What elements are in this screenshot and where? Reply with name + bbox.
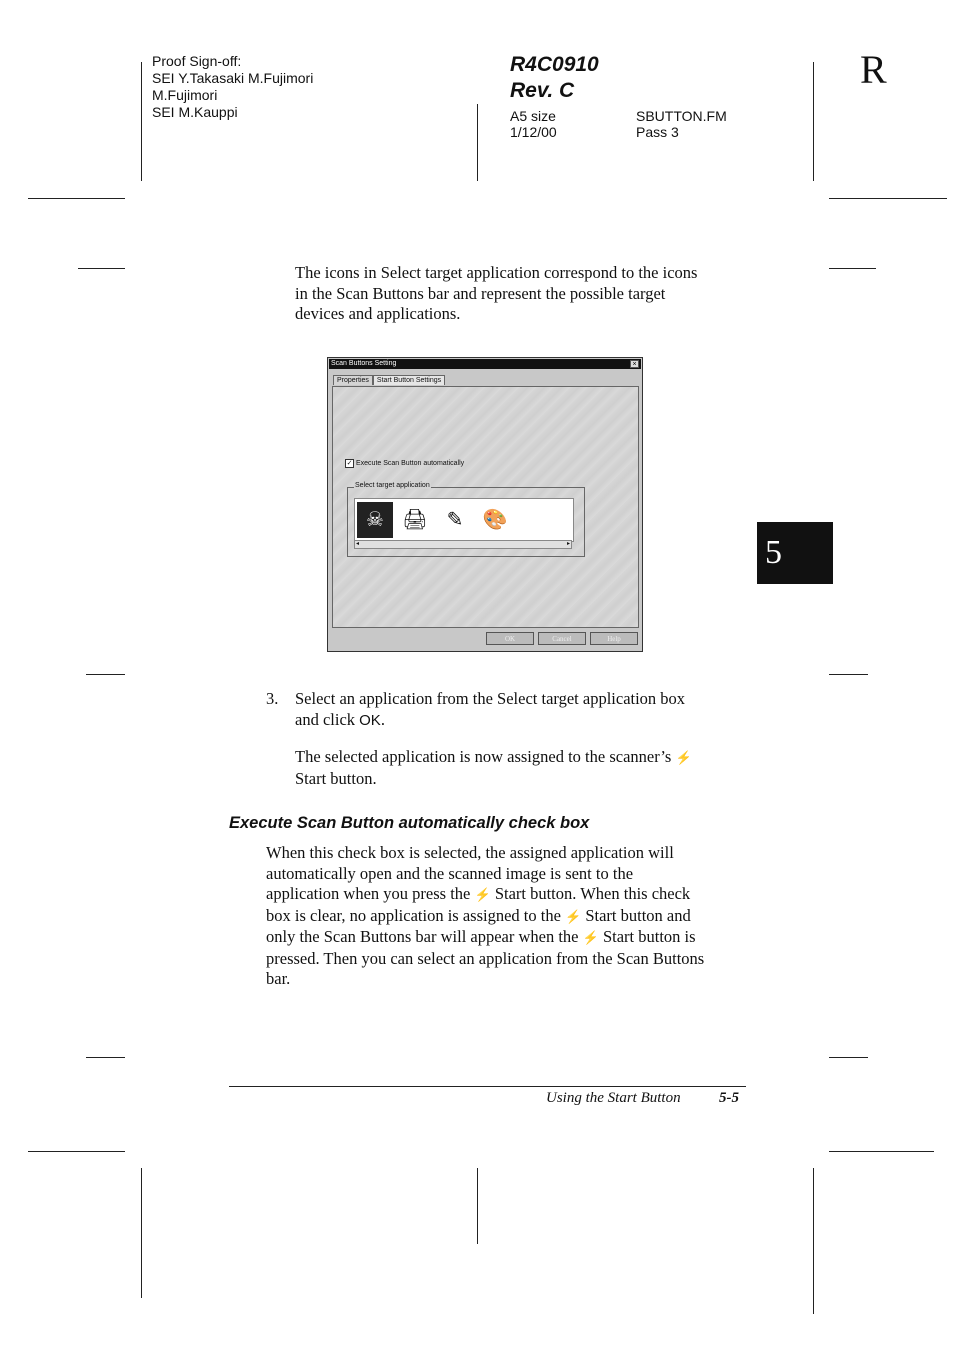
scan-buttons-dialog-screenshot bbox=[327, 357, 643, 652]
corner-mark: R bbox=[860, 47, 887, 92]
doc-code: R4C0910 bbox=[510, 53, 599, 76]
proof-line: SEI M.Kauppi bbox=[152, 104, 238, 120]
crop-mark bbox=[829, 1151, 934, 1152]
intro-paragraph bbox=[295, 263, 755, 325]
assigned-text: The selected application is now assigned to the scanner’s bbox=[295, 747, 676, 766]
execute-checkbox-label: Execute Scan Button automatically bbox=[356, 460, 465, 467]
section-heading: Execute Scan Button automatically check box bbox=[229, 814, 590, 832]
intro-line: in the Scan Buttons bar and represent the possible target bbox=[295, 283, 666, 303]
execute-checkbox-row[interactable] bbox=[345, 459, 464, 468]
crop-mark bbox=[477, 104, 478, 181]
scroll-left-icon[interactable]: ◂ bbox=[356, 541, 360, 547]
doc-size: A5 size bbox=[510, 108, 556, 124]
proof-line: SEI Y.Takasaki M.Fujimori bbox=[152, 70, 314, 86]
execute-checkbox[interactable]: ✓ bbox=[346, 460, 353, 467]
assigned-line bbox=[295, 747, 755, 769]
doc-size-date bbox=[510, 108, 557, 140]
dialog-tabs bbox=[333, 375, 445, 385]
body-text: Start button. When this check bbox=[490, 884, 691, 903]
palette-icon[interactable]: 🎨 bbox=[482, 509, 508, 531]
body-line bbox=[266, 906, 756, 928]
page-number: 5-5 bbox=[719, 1090, 739, 1106]
cancel-button[interactable]: Cancel bbox=[538, 632, 586, 645]
crop-mark bbox=[829, 1057, 868, 1058]
document-icon[interactable]: ✎ bbox=[446, 509, 464, 531]
crop-mark bbox=[86, 674, 125, 675]
horizontal-scrollbar[interactable] bbox=[354, 540, 572, 549]
app-icon-list bbox=[354, 498, 574, 542]
crop-mark bbox=[813, 62, 814, 181]
crop-mark bbox=[477, 1168, 478, 1244]
select-target-group bbox=[347, 482, 585, 557]
step-text-part: and click bbox=[295, 709, 360, 729]
footer-rule bbox=[229, 1086, 746, 1087]
body-text: only the Scan Buttons bar will appear when the bbox=[266, 927, 583, 946]
assigned-line: Start button. bbox=[295, 768, 377, 788]
revision: Rev. C bbox=[510, 79, 575, 102]
crop-mark bbox=[86, 1057, 125, 1058]
ok-button[interactable]: OK bbox=[486, 632, 534, 645]
scroll-right-icon[interactable]: ▸ bbox=[566, 541, 570, 547]
doc-revision-block bbox=[510, 52, 599, 104]
proof-signoff bbox=[152, 53, 313, 121]
dialog-title: Scan Buttons Setting bbox=[331, 360, 397, 367]
doc-date: 1/12/00 bbox=[510, 124, 557, 140]
step-text bbox=[295, 689, 755, 731]
ok-label: OK bbox=[359, 711, 381, 729]
doc-file-pass bbox=[636, 108, 727, 140]
body-line bbox=[266, 884, 756, 906]
crop-mark bbox=[829, 198, 947, 199]
body-line: bar. bbox=[266, 969, 291, 988]
crop-mark bbox=[28, 198, 125, 199]
close-icon[interactable]: × bbox=[630, 360, 639, 368]
step-line: Select an application from the Select target application box bbox=[295, 689, 686, 708]
step-line bbox=[295, 710, 755, 732]
start-button-icon: ⚡ bbox=[675, 750, 692, 765]
dialog-titlebar bbox=[329, 359, 641, 369]
crop-mark bbox=[829, 674, 868, 675]
help-button[interactable]: Help bbox=[590, 632, 638, 645]
body-line: pressed. Then you can select an application from the Scan Buttons bbox=[266, 948, 705, 968]
body-text: box is clear, no application is assigned to the bbox=[266, 905, 566, 925]
app-icon-selected[interactable]: ☠ bbox=[357, 502, 393, 538]
tab-properties[interactable]: Properties bbox=[333, 375, 373, 385]
footer-section: Using the Start Button bbox=[546, 1090, 681, 1106]
crop-mark bbox=[829, 268, 876, 269]
start-button-icon: ⚡ bbox=[474, 887, 491, 902]
group-label: Select target application bbox=[355, 482, 430, 489]
start-button-icon: ⚡ bbox=[565, 908, 582, 924]
printer-icon[interactable]: 🖨 bbox=[402, 509, 428, 531]
body-line: automatically open and the scanned image is sent to the bbox=[266, 863, 634, 883]
start-button-icon: ⚡ bbox=[582, 930, 599, 945]
assigned-paragraph bbox=[295, 747, 755, 789]
crop-mark bbox=[141, 1168, 142, 1298]
body-line: When this check box is selected, the assigned application will bbox=[266, 843, 674, 862]
intro-line: The icons in Select target application correspond to the icons bbox=[295, 263, 698, 282]
proof-line: M.Fujimori bbox=[152, 87, 218, 103]
step-text-part: . bbox=[380, 709, 385, 729]
body-text: Start button is bbox=[598, 927, 696, 946]
body-text: application when you press the bbox=[266, 884, 475, 903]
doc-pass: Pass 3 bbox=[636, 124, 679, 140]
crop-mark bbox=[78, 268, 125, 269]
intro-line: devices and applications. bbox=[295, 304, 461, 323]
body-text: Start button and bbox=[581, 905, 691, 925]
body-line bbox=[266, 927, 756, 949]
crop-mark bbox=[141, 62, 142, 181]
step-number: 3. bbox=[266, 689, 279, 708]
proof-line: Proof Sign-off: bbox=[152, 53, 242, 69]
doc-filename: SBUTTON.FM bbox=[636, 108, 727, 124]
crop-mark bbox=[28, 1151, 125, 1152]
section-body bbox=[266, 843, 756, 990]
settings-panel bbox=[332, 386, 639, 628]
chapter-tab: 5 bbox=[757, 522, 833, 584]
tab-start-button-settings[interactable]: Start Button Settings bbox=[373, 375, 445, 385]
crop-mark bbox=[813, 1168, 814, 1314]
